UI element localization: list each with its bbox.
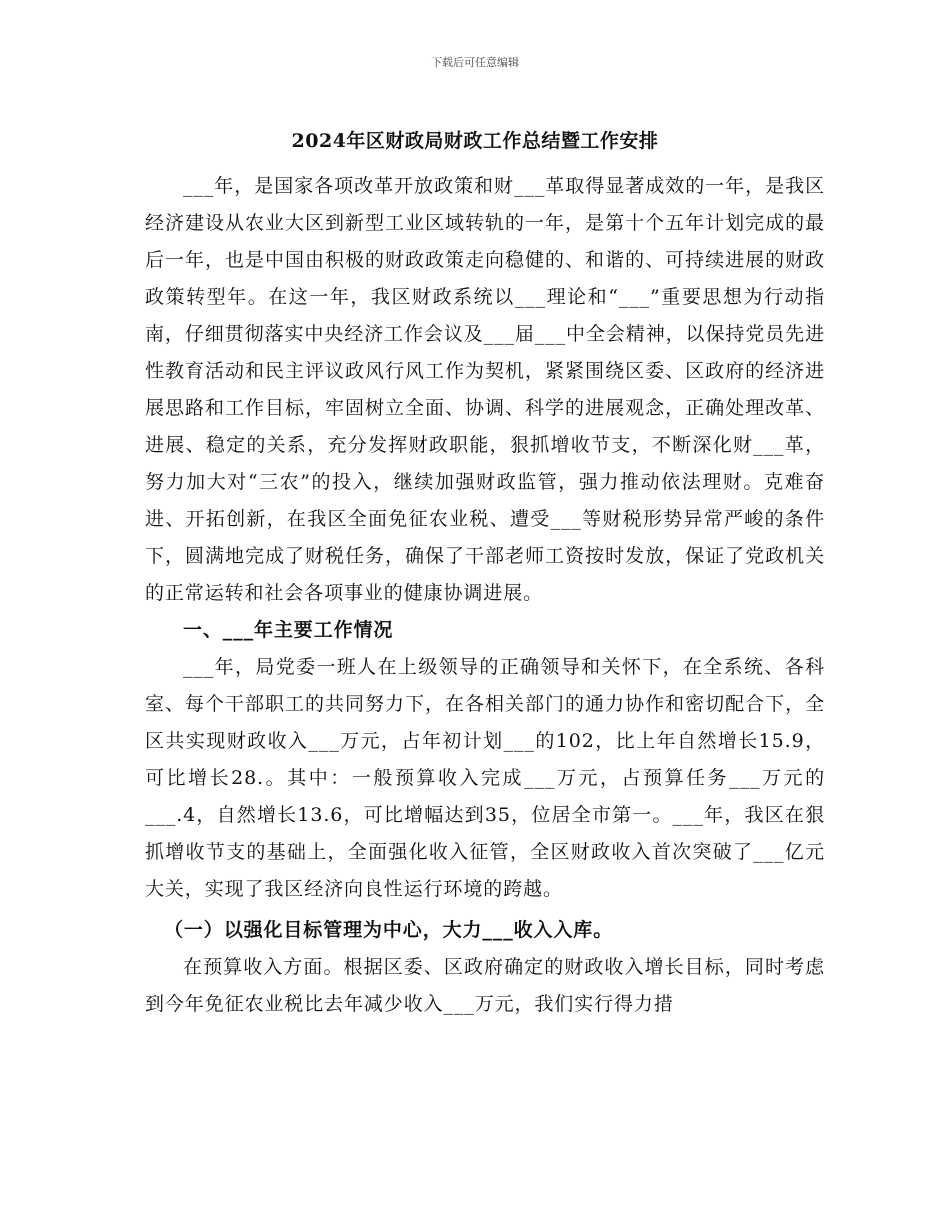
- body-paragraph: ___年，局党委一班人在上级领导的正确领导和关怀下，在全系统、各科室、每个干部职工的共同努力下，在各相关部门的通力协作和密切配合下，全区共实现财政收入___万元，占年初计划___的102，比上年自然增长15.9，可比增长28.。其中：一般预算收入完成___万元，占预算任务___万元的___.4，自然增长13.6，可比增幅达到35，位居全市第一。___年，我区在狠抓增收节支的基础上，全面强化收入征管，全区财政收入首次突破了___亿元大关，实现了我区经济向良性运行环境的跨越。: [145, 656, 825, 900]
- subsection-heading: （一）以强化目标管理为中心，大力___收入入库。: [164, 919, 614, 941]
- section-heading: 一、___年主要工作情况: [183, 619, 394, 641]
- body-paragraph: 在预算收入方面。根据区委、区政府确定的财政收入增长目标，同时考虑到今年免征农业税比去年减少收入___万元，我们实行得力措: [145, 956, 825, 1015]
- intro-paragraph: ___年，是国家各项改革开放政策和财___革取得显著成效的一年，是我区经济建设从农业大区到新型工业区域转轨的一年，是第十个五年计划完成的最后一年，也是中国由积极的财政政策走向稳健的、和谐的、可持续进展的财政政策转型年。在这一年，我区财政系统以___理论和“___”重要思想为行动指南，仔细贯彻落实中央经济工作会议及___届___中全会精神，以保持党员先进性教育活动和民主评议政风行风工作为契机，紧紧围绕区委、区政府的经济进展思路和工作目标，牢固树立全面、协调、科学的进展观念，正确处理改革、进展、稳定的关系，充分发挥财政职能，狠抓增收节支，不断深化财___革，努力加大对“三农”的投入，继续加强财政监管，强力推动依法理财。克难奋进、开拓创新，在我区全面免征农业税、遭受___等财税形势异常严峻的条件下，圆满地完成了财税任务，确保了干部老师工资按时发放，保证了党政机关的正常运转和社会各项事业的健康协调进展。: [145, 175, 825, 604]
- document-body: [145, 168, 825, 1023]
- document-title: 2024年区财政局财政工作总结暨工作安排: [291, 130, 659, 152]
- header-note: 下载后可任意编辑: [431, 56, 519, 69]
